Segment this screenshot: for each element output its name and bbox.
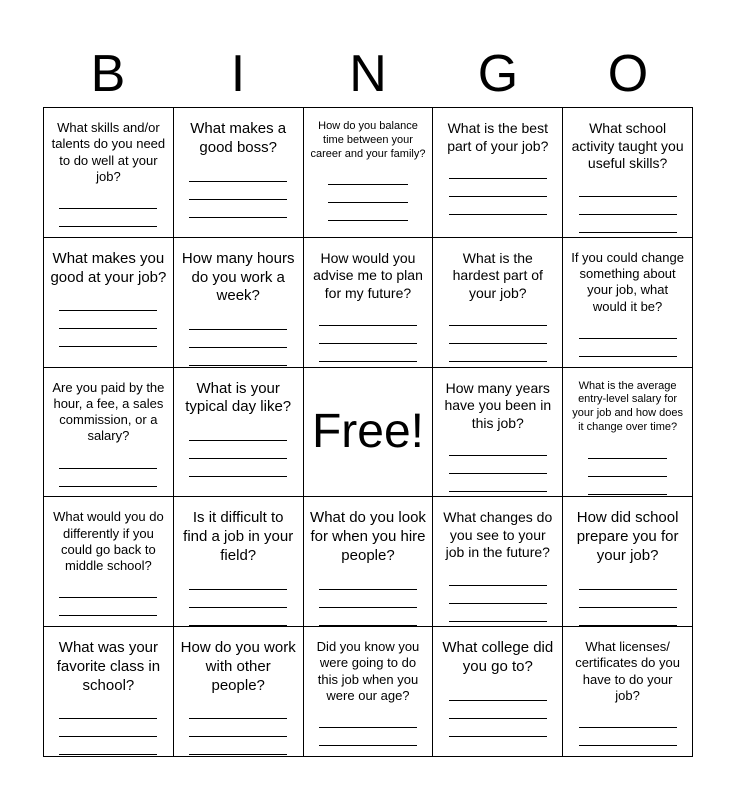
answer-line bbox=[579, 590, 677, 608]
answer-line bbox=[449, 161, 547, 179]
answer-line bbox=[449, 586, 547, 604]
question-text: How many years have you been in this job? bbox=[444, 379, 552, 431]
answer-line bbox=[189, 459, 287, 477]
answer-line bbox=[579, 339, 677, 357]
bingo-cell bbox=[563, 368, 693, 498]
question-text: What makes a good boss? bbox=[190, 120, 287, 156]
bingo-grid bbox=[43, 107, 693, 757]
answer-line bbox=[59, 487, 157, 498]
answer-lines bbox=[569, 572, 686, 626]
bingo-cell bbox=[563, 497, 693, 627]
bingo-cell bbox=[304, 627, 434, 757]
bingo-cell bbox=[433, 627, 563, 757]
answer-line bbox=[189, 348, 287, 366]
answer-line bbox=[319, 590, 417, 608]
header-letter-i: I bbox=[230, 45, 246, 103]
answer-line bbox=[449, 683, 547, 701]
answer-line bbox=[189, 423, 287, 441]
answer-line bbox=[189, 200, 287, 218]
bingo-cell bbox=[174, 627, 304, 757]
answer-lines bbox=[310, 167, 427, 221]
answer-line bbox=[449, 326, 547, 344]
answer-line bbox=[449, 308, 547, 326]
question-text: What school activity taught you useful skills? bbox=[571, 120, 684, 171]
answer-lines bbox=[439, 683, 556, 737]
question-text: How would you advise me to plan for my future? bbox=[313, 249, 423, 301]
question-text: What is your typical day like? bbox=[185, 379, 292, 416]
answer-line bbox=[59, 191, 157, 209]
answer-line bbox=[59, 580, 157, 598]
bingo-cell bbox=[44, 497, 174, 627]
answer-line bbox=[59, 701, 157, 719]
answer-line bbox=[449, 604, 547, 622]
question-text: What college did you go to? bbox=[442, 639, 554, 675]
answer-line bbox=[319, 746, 417, 757]
question-text: What is the best part of your job? bbox=[447, 120, 549, 154]
bingo-header bbox=[43, 42, 693, 106]
answer-line bbox=[189, 182, 287, 200]
answer-line bbox=[59, 293, 157, 311]
free-space-cell bbox=[304, 368, 434, 498]
answer-line bbox=[59, 719, 157, 737]
answer-line bbox=[579, 728, 677, 746]
bingo-cell bbox=[304, 497, 434, 627]
answer-line bbox=[59, 329, 157, 347]
answer-line bbox=[328, 203, 407, 221]
answer-line bbox=[579, 357, 677, 368]
answer-lines bbox=[439, 308, 556, 362]
bingo-cell bbox=[433, 368, 563, 498]
bingo-cell bbox=[174, 368, 304, 498]
answer-line bbox=[579, 746, 677, 757]
bingo-cell bbox=[304, 238, 434, 368]
answer-line bbox=[59, 227, 157, 238]
answer-lines bbox=[50, 191, 167, 238]
answer-line bbox=[59, 451, 157, 469]
answer-line bbox=[579, 608, 677, 626]
question-text: What is the average entry-level salary for your job and how does it change over time? bbox=[572, 379, 683, 433]
answer-line bbox=[449, 344, 547, 362]
answer-line bbox=[449, 179, 547, 197]
answer-lines bbox=[180, 701, 297, 755]
answer-line bbox=[328, 167, 407, 185]
answer-line bbox=[189, 330, 287, 348]
answer-line bbox=[588, 459, 667, 477]
question-text: How do you work with other people? bbox=[180, 639, 296, 694]
bingo-cell bbox=[44, 238, 174, 368]
bingo-cell bbox=[304, 108, 434, 238]
answer-line bbox=[319, 308, 417, 326]
question-text: What skills and/or talents do you need to do well at your job? bbox=[51, 120, 166, 184]
header-letter-n: N bbox=[349, 45, 387, 103]
answer-line bbox=[588, 441, 667, 459]
answer-lines bbox=[439, 438, 556, 492]
question-text: How many hours do you work a week? bbox=[181, 249, 295, 305]
answer-line bbox=[189, 590, 287, 608]
bingo-cell bbox=[433, 497, 563, 627]
answer-lines bbox=[439, 161, 556, 215]
question-text: How do you balance time between your career and your family? bbox=[310, 120, 426, 160]
answer-line bbox=[59, 311, 157, 329]
question-text: What licenses/ certificates do you have to do your job? bbox=[575, 639, 680, 703]
answer-lines bbox=[180, 164, 297, 218]
free-space-text: Free! bbox=[311, 405, 424, 459]
answer-line bbox=[319, 710, 417, 728]
bingo-cell bbox=[44, 108, 174, 238]
answer-line bbox=[59, 598, 157, 616]
answer-lines bbox=[569, 321, 686, 368]
bingo-cell bbox=[563, 108, 693, 238]
bingo-cell bbox=[563, 627, 693, 757]
bingo-cell bbox=[174, 108, 304, 238]
answer-line bbox=[189, 608, 287, 626]
bingo-cell bbox=[44, 627, 174, 757]
answer-line bbox=[189, 441, 287, 459]
header-letter-b: B bbox=[90, 45, 126, 103]
question-text: How did school prepare you for your job? bbox=[576, 509, 679, 564]
answer-lines bbox=[310, 308, 427, 362]
answer-line bbox=[579, 179, 677, 197]
answer-line bbox=[189, 312, 287, 330]
answer-line bbox=[579, 321, 677, 339]
answer-lines bbox=[569, 710, 686, 757]
answer-lines bbox=[180, 312, 297, 366]
question-text: What was your favorite class in school? bbox=[56, 639, 161, 694]
question-text: Are you paid by the hour, a fee, a sales commission, or a salary? bbox=[52, 379, 165, 444]
question-text: What do you look for when you hire people? bbox=[310, 509, 426, 564]
answer-lines bbox=[569, 179, 686, 233]
answer-line bbox=[588, 477, 667, 495]
answer-line bbox=[59, 737, 157, 755]
answer-line bbox=[579, 197, 677, 215]
answer-lines bbox=[50, 701, 167, 755]
answer-line bbox=[189, 701, 287, 719]
bingo-cell bbox=[44, 368, 174, 498]
bingo-cell bbox=[174, 238, 304, 368]
bingo-cell bbox=[174, 497, 304, 627]
bingo-cell bbox=[433, 108, 563, 238]
question-text: If you could change something about your job, what would it be? bbox=[571, 249, 684, 314]
answer-line bbox=[579, 215, 677, 233]
question-text: Is it difficult to find a job in your field? bbox=[183, 509, 294, 564]
answer-lines bbox=[569, 441, 686, 495]
bingo-cell bbox=[433, 238, 563, 368]
question-text: What is the hardest part of your job? bbox=[452, 249, 543, 301]
answer-line bbox=[319, 326, 417, 344]
answer-lines bbox=[439, 568, 556, 622]
answer-line bbox=[449, 456, 547, 474]
answer-line bbox=[449, 568, 547, 586]
answer-line bbox=[189, 737, 287, 755]
answer-line bbox=[59, 209, 157, 227]
answer-line bbox=[59, 469, 157, 487]
answer-lines bbox=[180, 423, 297, 477]
question-text: What changes do you see to your job in the future? bbox=[443, 509, 553, 561]
header-letter-g: G bbox=[477, 45, 519, 103]
answer-line bbox=[449, 474, 547, 492]
header-letter-o: O bbox=[607, 45, 649, 103]
answer-line bbox=[189, 572, 287, 590]
answer-line bbox=[449, 719, 547, 737]
question-text: What would you do differently if you could go back to middle school? bbox=[53, 509, 164, 574]
answer-line bbox=[59, 616, 157, 627]
answer-line bbox=[579, 710, 677, 728]
question-text: Did you know you were going to do this job when you were our age? bbox=[316, 639, 420, 703]
answer-line bbox=[449, 197, 547, 215]
answer-line bbox=[319, 572, 417, 590]
answer-line bbox=[449, 701, 547, 719]
answer-lines bbox=[50, 293, 167, 347]
answer-lines bbox=[310, 572, 427, 626]
question-text: What makes you good at your job? bbox=[50, 249, 167, 286]
answer-line bbox=[319, 344, 417, 362]
answer-line bbox=[189, 719, 287, 737]
answer-line bbox=[189, 164, 287, 182]
answer-lines bbox=[50, 451, 167, 498]
answer-line bbox=[319, 608, 417, 626]
answer-lines bbox=[50, 580, 167, 627]
answer-line bbox=[579, 572, 677, 590]
answer-line bbox=[449, 438, 547, 456]
answer-lines bbox=[310, 710, 427, 757]
bingo-cell bbox=[563, 238, 693, 368]
answer-line bbox=[328, 185, 407, 203]
answer-lines bbox=[180, 572, 297, 626]
answer-line bbox=[319, 728, 417, 746]
